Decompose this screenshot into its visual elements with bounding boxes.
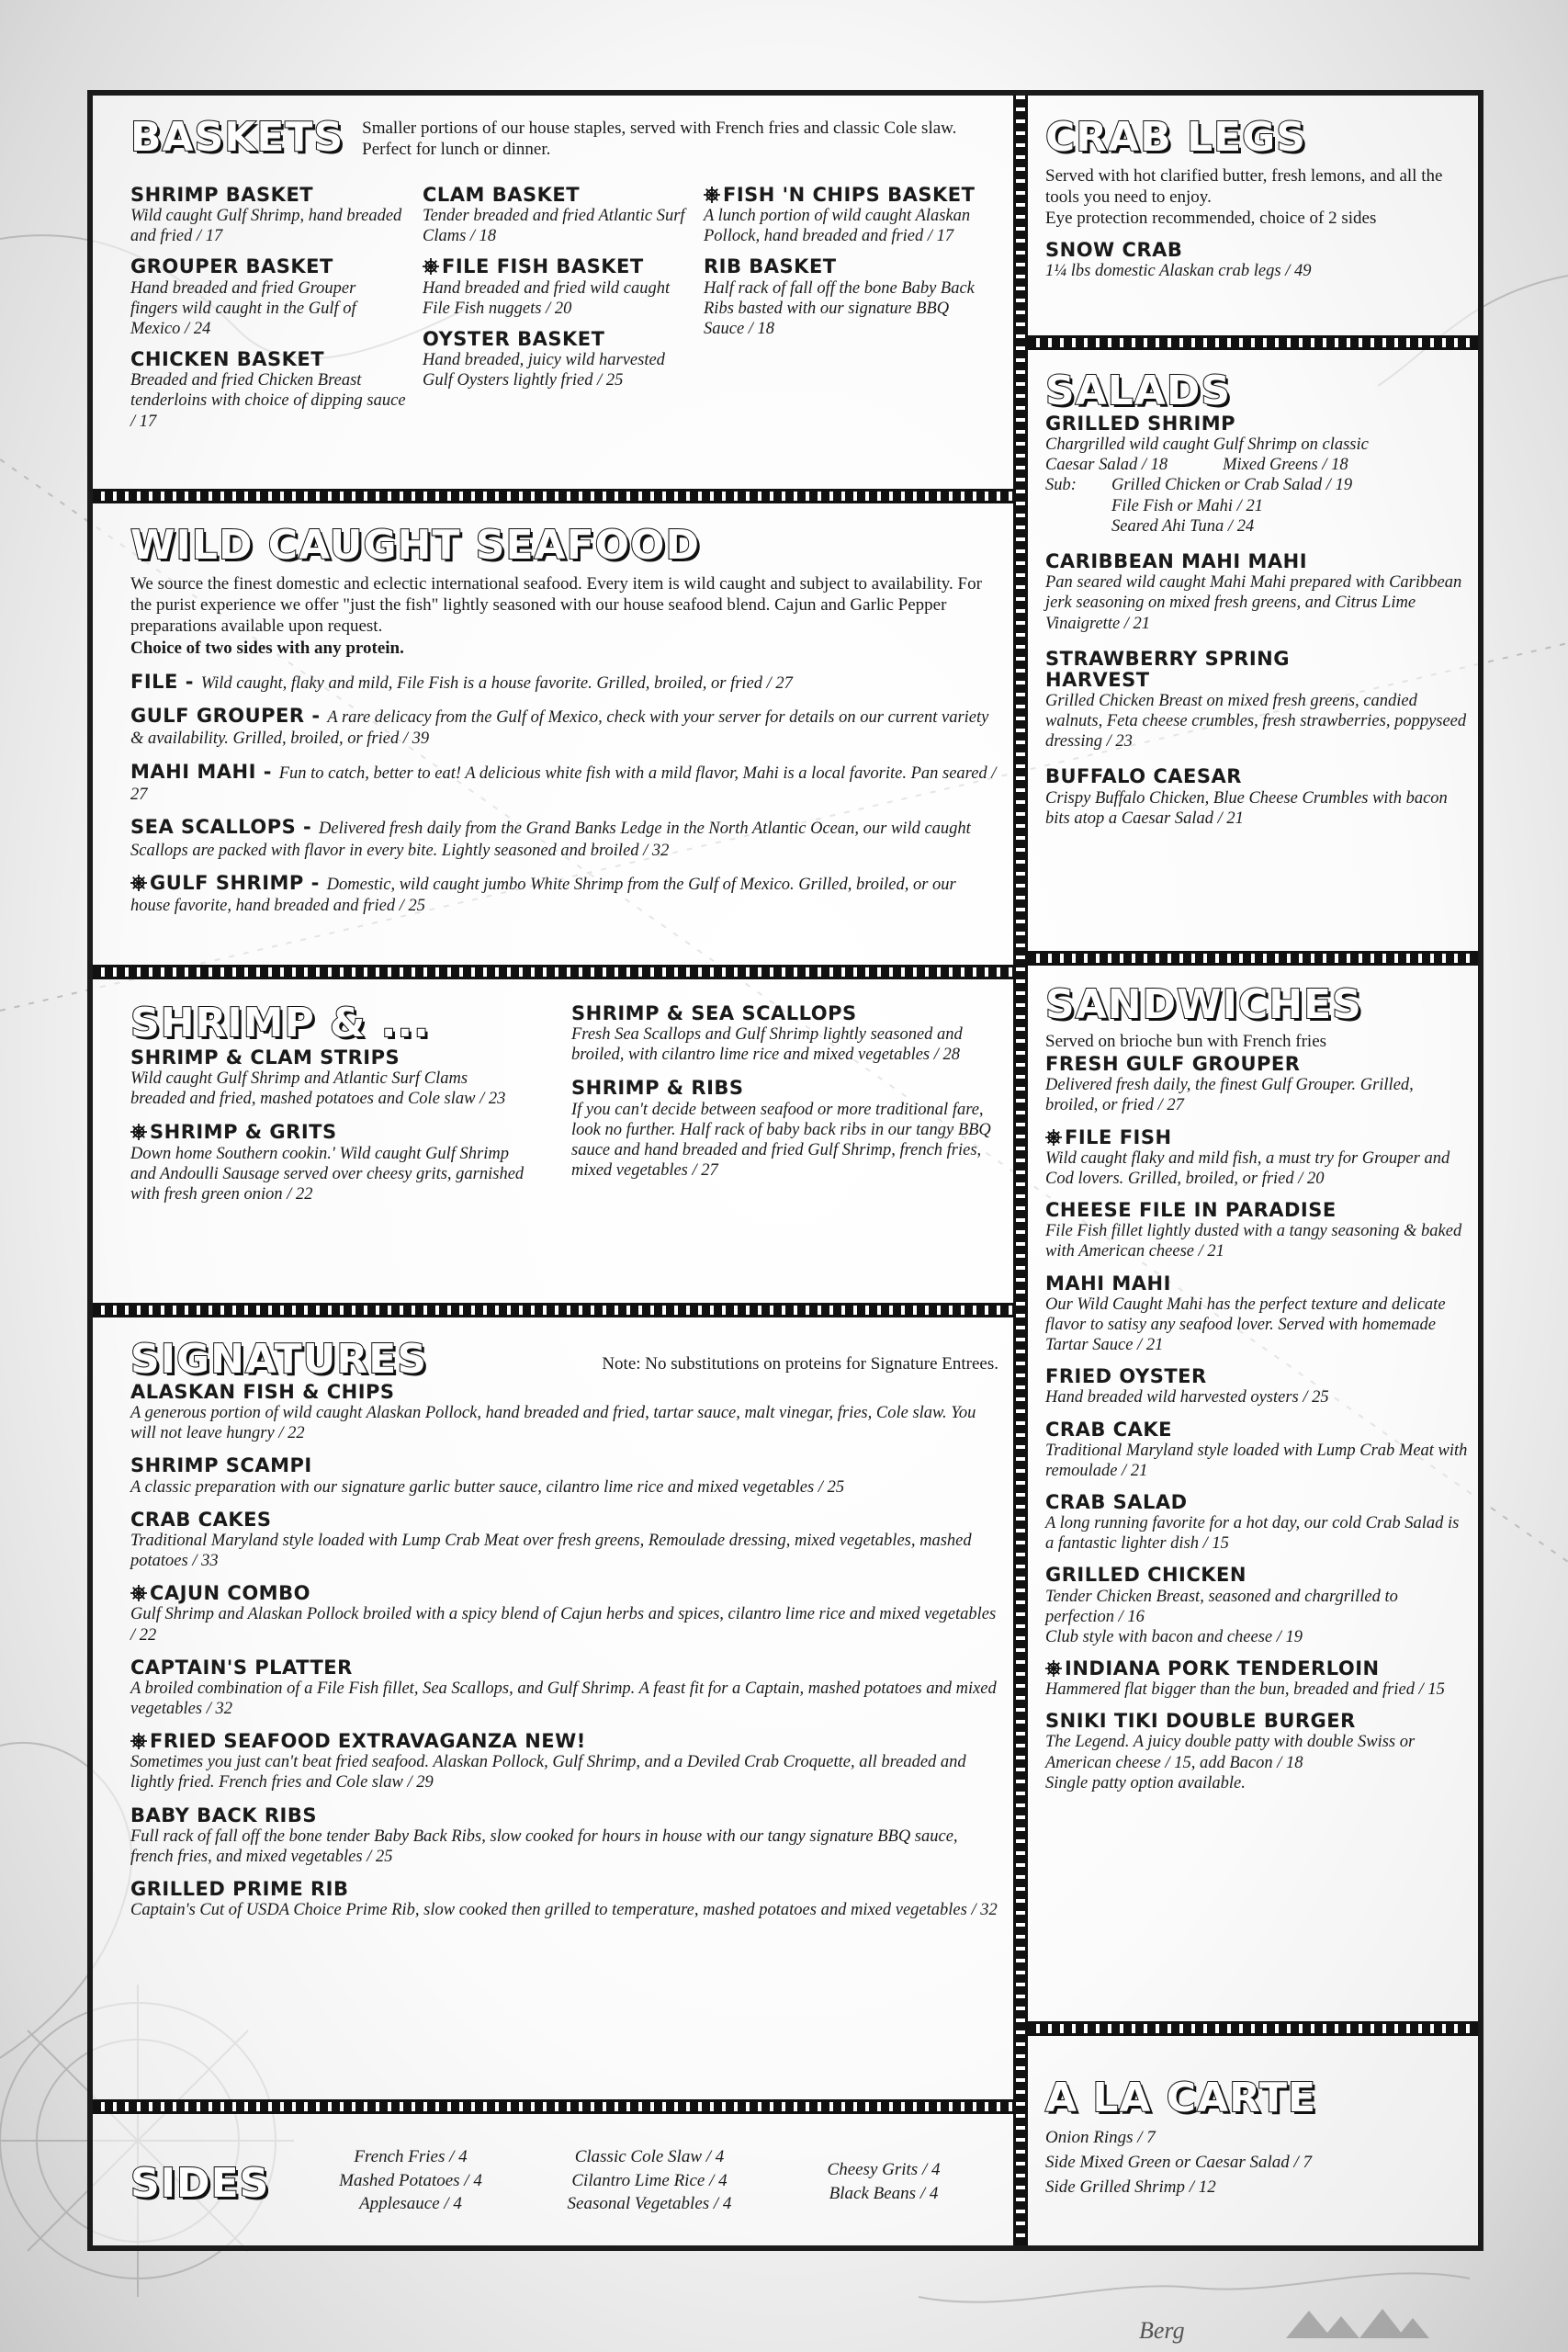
item-name-row: [1045, 1658, 1470, 1679]
item-desc: Tender Chicken Breast, seasoned and chargrilled to perfection / 16: [1045, 1587, 1398, 1626]
crab-legs-heading: CRAB LEGS: [1045, 114, 1306, 161]
wild-caught-heading: WILD CAUGHT SEAFOOD: [130, 522, 700, 569]
item-desc: The Legend. A juicy double patty with double Swiss or American cheese / 15, add Bacon / 18: [1045, 1733, 1416, 1772]
item-desc: Breaded and fried Chicken Breast tenderloins with choice of dipping sauce / 17: [130, 371, 406, 431]
menu-item: [130, 706, 998, 749]
baskets-column-1: [130, 175, 406, 432]
a-la-carte-item: Side Mixed Green or Caesar Salad / 7: [1045, 2152, 1313, 2172]
sandwiches-heading: SANDWICHES: [1045, 981, 1362, 1028]
item-desc: Chargrilled wild caught Gulf Shrimp on classic: [1045, 435, 1369, 455]
ships-wheel-icon: [423, 258, 439, 275]
divider: [93, 1303, 1013, 1317]
menu-item: [130, 1879, 998, 1920]
salads-heading: SALADS: [1045, 368, 1232, 414]
menu-item: [1045, 551, 1470, 634]
item-name: SNOW CRAB: [1045, 238, 1183, 261]
menu-item: [1045, 766, 1470, 828]
menu-item: [1045, 1419, 1470, 1481]
item-name: SHRIMP & SEA SCALLOPS: [571, 1002, 857, 1024]
sub-label: Sub:: [1045, 476, 1077, 495]
item-desc: A long running favorite for a hot day, our cold Crab Salad is a fantastic lighter dish / 15: [1045, 1514, 1460, 1554]
item-desc: Fresh Sea Scallops and Gulf Shrimp lightly seasoned and broiled, with cilantro lime rice and mixed vegetables / 28: [571, 1025, 963, 1065]
item-desc: Half rack of fall off the bone Baby Back Ribs basted with our signature BBQ Sauce / 18: [704, 278, 975, 338]
item-name-row: [1045, 1127, 1470, 1148]
item-name-row: [130, 1583, 998, 1604]
sides-column-3: [792, 2158, 976, 2205]
item-name: OYSTER BASKET: [423, 327, 605, 350]
item-desc: Pan seared wild caught Mahi Mahi prepared with Caribbean jerk seasoning on mixed fresh greens, and Citrus Lime Vinaigrette / 21: [1045, 573, 1462, 633]
item-name: CHEESE FILE IN PARADISE: [1045, 1199, 1337, 1222]
item-desc: Full rack of fall off the bone tender Baby Back Ribs, slow cooked for hours in house with our tangy signature BBQ sauce, french fries, and mixed vegetables / 25: [130, 1826, 958, 1866]
side-item: Cheesy Grits / 4: [827, 2160, 941, 2179]
menu-item: [130, 256, 406, 339]
ships-wheel-icon: [130, 1124, 147, 1140]
divider: [1028, 2021, 1478, 2036]
item-desc: Tender breaded and fried Atlantic Surf Clams / 18: [423, 207, 685, 246]
item-name: CLAM BASKET: [423, 184, 581, 206]
menu-item: [423, 185, 689, 246]
item-desc: Captain's Cut of USDA Choice Prime Rib, slow cooked then grilled to temperature, mashed potatoes and mixed vegetables / 32: [130, 1901, 998, 1920]
item-name: CRAB CAKE: [1045, 1418, 1172, 1441]
side-item: Mashed Potatoes / 4: [339, 2170, 482, 2190]
ships-wheel-icon: [130, 1585, 147, 1601]
ships-wheel-icon: [704, 187, 720, 203]
side-item: Cilantro Lime Rice / 4: [571, 2170, 728, 2190]
divider: [93, 965, 1013, 979]
item-name: SNIKI TIKI DOUBLE BURGER: [1045, 1710, 1356, 1733]
side-item: Classic Cole Slaw / 4: [574, 2147, 725, 2166]
menu-item: [130, 349, 406, 432]
map-label-bottom: Berg: [1139, 2317, 1185, 2344]
item-name-row: [704, 185, 979, 206]
menu-item: [1045, 1127, 1470, 1189]
a-la-carte-heading: A LA CARTE: [1045, 2075, 1317, 2121]
item-line: [130, 817, 998, 860]
sandwiches-section: [1045, 981, 1470, 1793]
menu-item: [130, 762, 998, 805]
item-line: [130, 706, 998, 749]
wild-caught-section: [130, 522, 998, 916]
item-name: CAJUN COMBO: [150, 1582, 310, 1605]
item-name: CRAB SALAD: [1045, 1490, 1188, 1513]
menu-item: [130, 185, 406, 246]
sandwiches-intro: Served on brioche bun with French fries: [1045, 1032, 1327, 1051]
menu-item: [130, 1657, 998, 1719]
shrimp-column-2: [571, 1003, 994, 1181]
sides-heading: SIDES: [130, 2160, 270, 2207]
item-name: SHRIMP & GRITS: [150, 1121, 337, 1144]
item-desc: Wild caught flaky and mild fish, a must try for Grouper and Cod lovers. Grilled, broiled, or fried / 20: [1045, 1148, 1450, 1188]
option-caesar: Caesar Salad / 18: [1045, 456, 1168, 475]
side-item: French Fries / 4: [354, 2147, 468, 2166]
column-divider: [1013, 96, 1028, 2245]
item-desc: Fun to catch, better to eat! A delicious white fish with a mild flavor, Mahi is a local favorite. Pan seared / 27: [130, 763, 997, 805]
item-name: ALASKAN FISH & CHIPS: [130, 1381, 395, 1403]
item-name: FRIED SEAFOOD EXTRAVAGANZA NEW!: [150, 1730, 586, 1753]
side-item: Seasonal Vegetables / 4: [567, 2194, 732, 2214]
baskets-heading: BASKETS: [130, 114, 344, 161]
item-name: BABY BACK RIBS: [130, 1804, 318, 1826]
a-la-carte-item: Side Grilled Shrimp / 12: [1045, 2177, 1216, 2197]
crab-legs-section: [1045, 114, 1468, 281]
menu-item: [130, 1510, 998, 1571]
item-desc: Grilled Chicken Breast on mixed fresh greens, candied walnuts, Feta cheese crumbles, fresh strawberries, poppyseed dressing / 23: [1045, 691, 1467, 752]
item-desc: 1¼ lbs domestic Alaskan crab legs / 49: [1045, 261, 1312, 280]
sides-column-2: [535, 2145, 764, 2216]
menu-item: [571, 1003, 994, 1065]
item-desc: Wild caught Gulf Shrimp, hand breaded and fried / 17: [130, 207, 402, 246]
item-name: MAHI MAHI -: [130, 760, 279, 783]
item-desc: Our Wild Caught Mahi has the perfect texture and delicate flavor to satisy any seafood lover. Served with homemade Tartar Sauce / 21: [1045, 1295, 1446, 1355]
item-desc: Delivered fresh daily, the finest Gulf Grouper. Grilled, broiled, or fried / 27: [1045, 1076, 1414, 1115]
menu-item: [130, 817, 998, 860]
item-desc: Delivered fresh daily from the Grand Banks Ledge in the North Atlantic Ocean, our wild caught Scallops are packed with flavor in every bite. Lightly seasoned and broiled / 32: [130, 820, 971, 860]
item-desc: Wild caught Gulf Shrimp and Atlantic Surf Clams breaded and fried, mashed potatoes and Cole slaw / 23: [130, 1069, 506, 1109]
item-name: FILE FISH: [1065, 1125, 1172, 1148]
item-name: CHICKEN BASKET: [130, 348, 325, 371]
baskets-intro: Smaller portions of our house staples, served with French fries and classic Cole slaw. Perfect for lunch or dinner.: [362, 119, 957, 160]
item-name: GRILLED SHRIMP: [1045, 413, 1236, 435]
menu-item: [130, 1583, 998, 1645]
sub-option: File Fish or Mahi / 21: [1111, 496, 1263, 515]
item-desc: A classic preparation with our signature garlic butter sauce, cilantro lime rice and mixed vegetables / 25: [130, 1477, 845, 1497]
item-name: SHRIMP BASKET: [130, 184, 314, 206]
item-desc: A generous portion of wild caught Alaskan Pollock, hand breaded and fried, tartar sauce, malt vinegar, fries, Cole slaw. You will not leave hungry / 22: [130, 1404, 976, 1443]
item-name: CAPTAIN'S PLATTER: [130, 1656, 353, 1679]
item-desc: Hand breaded and fried wild caught File Fish nuggets / 20: [423, 278, 671, 318]
item-line: [130, 873, 998, 916]
menu-item: [1045, 1658, 1470, 1700]
item-desc: Wild caught, flaky and mild, File Fish is a house favorite. Grilled, broiled, or fried / 27: [200, 673, 793, 693]
item-name: STRAWBERRY SPRING HARVEST: [1045, 647, 1290, 691]
item-name: CARIBBEAN MAHI MAHI: [1045, 550, 1308, 573]
menu-item: [1045, 1273, 1470, 1356]
item-name-row: [423, 256, 689, 277]
item-desc-extra: Club style with bacon and cheese / 19: [1045, 1627, 1303, 1646]
substitution-row: [1045, 475, 1470, 495]
signatures-section: [130, 1336, 998, 1920]
item-name: GRILLED CHICKEN: [1045, 1564, 1247, 1587]
item-desc: Sometimes you just can't beat fried seafood. Alaskan Pollock, Gulf Shrimp, and a Deviled Crab Croquette, all breaded and lightly fried. French fries and Cole slaw / 29: [130, 1753, 966, 1792]
a-la-carte-item: Onion Rings / 7: [1045, 2128, 1156, 2147]
divider: [93, 489, 1013, 503]
menu-item: [423, 329, 689, 390]
menu-item: [130, 873, 998, 916]
ships-wheel-icon: [1045, 1660, 1062, 1677]
item-name: FILE FISH BASKET: [442, 255, 644, 278]
item-desc: Hand breaded, juicy wild harvested Gulf Oysters lightly fried / 25: [423, 351, 665, 390]
sub-option: Seared Ahi Tuna / 24: [1111, 516, 1255, 536]
menu-item: [1045, 240, 1468, 281]
sides-column-1: [314, 2145, 507, 2216]
menu-item: [1045, 1492, 1470, 1554]
baskets-column-2: [423, 175, 689, 390]
menu-item: [1045, 413, 1470, 537]
wild-caught-intro: We source the finest domestic and eclectic international seafood. Every item is wild caught and subject to availability. For the purist experience we offer "just the fish" lightly seasoned with our house seafood blend. Cajun and Garlic Pepper preparations available upon request.: [130, 574, 982, 637]
menu-item: [130, 1731, 998, 1792]
item-desc: Down home Southern cookin.' Wild caught Gulf Shrimp and Andoulli Sausage served over cheesy grits, garnished with fresh green onion / 22: [130, 1144, 525, 1204]
item-name: INDIANA PORK TENDERLOIN: [1065, 1657, 1380, 1680]
item-desc: Traditional Maryland style loaded with Lump Crab Meat over fresh greens, Remoulade dressing, mixed vegetables, mashed potatoes / 33: [130, 1531, 972, 1571]
item-name: MAHI MAHI: [1045, 1272, 1171, 1295]
item-name: SHRIMP & CLAM STRIPS: [130, 1046, 400, 1069]
baskets-section: [130, 114, 1003, 431]
item-desc-extra: Single patty option available.: [1045, 1773, 1246, 1792]
item-line: [130, 672, 998, 693]
divider: [1028, 335, 1478, 350]
ships-wheel-icon: [130, 875, 147, 891]
item-desc: Hand breaded wild harvested oysters / 25: [1045, 1388, 1329, 1408]
sides-note-text: Choice of two sides with any protein.: [130, 638, 404, 658]
item-desc: Traditional Maryland style loaded with Lump Crab Meat with remoulade / 21: [1045, 1441, 1468, 1480]
ships-wheel-icon: [1045, 1129, 1062, 1146]
menu-item: [130, 1805, 998, 1867]
shrimp-column-1: [130, 1000, 535, 1204]
item-name: GULF SHRIMP -: [150, 872, 327, 895]
item-name: SEA SCALLOPS -: [130, 816, 320, 839]
item-name: FRESH GULF GROUPER: [1045, 1053, 1301, 1076]
menu-item: [130, 1382, 998, 1443]
option-mixed-greens: Mixed Greens / 18: [1223, 456, 1348, 475]
item-desc: Crispy Buffalo Chicken, Blue Cheese Crumbles with bacon bits atop a Caesar Salad / 21: [1045, 788, 1448, 828]
menu-item: [1045, 649, 1470, 752]
menu-item: [1045, 1054, 1470, 1115]
a-la-carte-section: [1045, 2075, 1470, 2198]
item-name-row: [130, 1122, 535, 1143]
menu-item: [704, 185, 979, 246]
divider: [93, 2099, 1013, 2114]
shrimp-heading: SHRIMP & ...: [130, 1000, 430, 1046]
signatures-heading: SIGNATURES: [130, 1336, 428, 1383]
menu-item: [1045, 1711, 1470, 1793]
item-desc: A broiled combination of a File Fish fillet, Sea Scallops, and Gulf Shrimp. A feast fit for a Captain, mashed potatoes and mixed vegetables / 32: [130, 1679, 997, 1718]
signatures-note: Note: No substitutions on proteins for Signature Entrees.: [602, 1353, 998, 1374]
item-name: GRILLED PRIME RIB: [130, 1878, 349, 1901]
sub-option: Grilled Chicken or Crab Salad / 19: [1111, 476, 1353, 495]
sides-section: [130, 2145, 998, 2228]
menu-item: [1045, 1565, 1470, 1647]
item-name: SHRIMP & RIBS: [571, 1077, 744, 1100]
menu-item: [1045, 1366, 1470, 1408]
menu-item: [130, 1455, 998, 1497]
menu-item: [130, 1122, 535, 1204]
item-name: RIB BASKET: [704, 255, 837, 278]
item-desc: Hand breaded and fried Grouper fingers wild caught in the Gulf of Mexico / 24: [130, 278, 356, 338]
item-name: BUFFALO CAESAR: [1045, 765, 1242, 788]
item-name: GULF GROUPER -: [130, 705, 328, 728]
salads-section: [1045, 368, 1470, 829]
item-name-row: [130, 1731, 998, 1752]
crab-legs-note: Eye protection recommended, choice of 2 sides: [1045, 209, 1377, 229]
side-item: Black Beans / 4: [829, 2183, 939, 2203]
side-item: Applesauce / 4: [359, 2194, 462, 2214]
crab-legs-intro: Served with hot clarified butter, fresh lemons, and all the tools you need to enjoy.: [1045, 166, 1443, 208]
menu-item: [1045, 1200, 1470, 1261]
item-name: CRAB CAKES: [130, 1508, 272, 1531]
baskets-column-3: [704, 175, 979, 339]
ships-wheel-icon: [130, 1733, 147, 1749]
menu-item: [571, 1078, 994, 1181]
item-line: [130, 762, 998, 805]
item-name: GROUPER BASKET: [130, 255, 333, 278]
price-options-row: [1045, 455, 1470, 475]
item-desc: A rare delicacy from the Gulf of Mexico, check with your server for details on our current variety & availability. Grilled, broiled, or fried / 39: [130, 708, 989, 749]
divider: [1028, 951, 1478, 966]
item-desc: Hammered flat bigger than the bun, breaded and fried / 15: [1045, 1680, 1445, 1700]
item-name: FRIED OYSTER: [1045, 1365, 1207, 1388]
item-desc: File Fish fillet lightly dusted with a tangy seasoning & baked with American cheese / 21: [1045, 1222, 1462, 1261]
item-desc: Gulf Shrimp and Alaskan Pollock broiled with a spicy blend of Cajun herbs and spices, cilantro lime rice and mixed vegetables / 22: [130, 1605, 997, 1645]
item-desc: A lunch portion of wild caught Alaskan Pollock, hand breaded and fried / 17: [704, 207, 971, 246]
item-desc: Domestic, wild caught jumbo White Shrimp from the Gulf of Mexico. Grilled, broiled, or our house favorite, hand breaded and fried / 25: [130, 876, 956, 916]
item-desc: If you can't decide between seafood or more traditional fare, look no further. Half rack of baby back ribs in our tangy BBQ sauce and hand breaded and fried Gulf Shrimp, french fries, mixed vegetables / 27: [571, 1100, 991, 1181]
item-name: FISH 'N CHIPS BASKET: [723, 184, 976, 206]
menu-item: [704, 256, 979, 339]
wild-caught-sides-note: [130, 638, 998, 659]
menu-item: [130, 1047, 535, 1109]
item-name: SHRIMP SCAMPI: [130, 1454, 312, 1477]
menu-item: [130, 672, 998, 693]
menu-item: [423, 256, 689, 318]
item-name: FILE -: [130, 670, 201, 693]
